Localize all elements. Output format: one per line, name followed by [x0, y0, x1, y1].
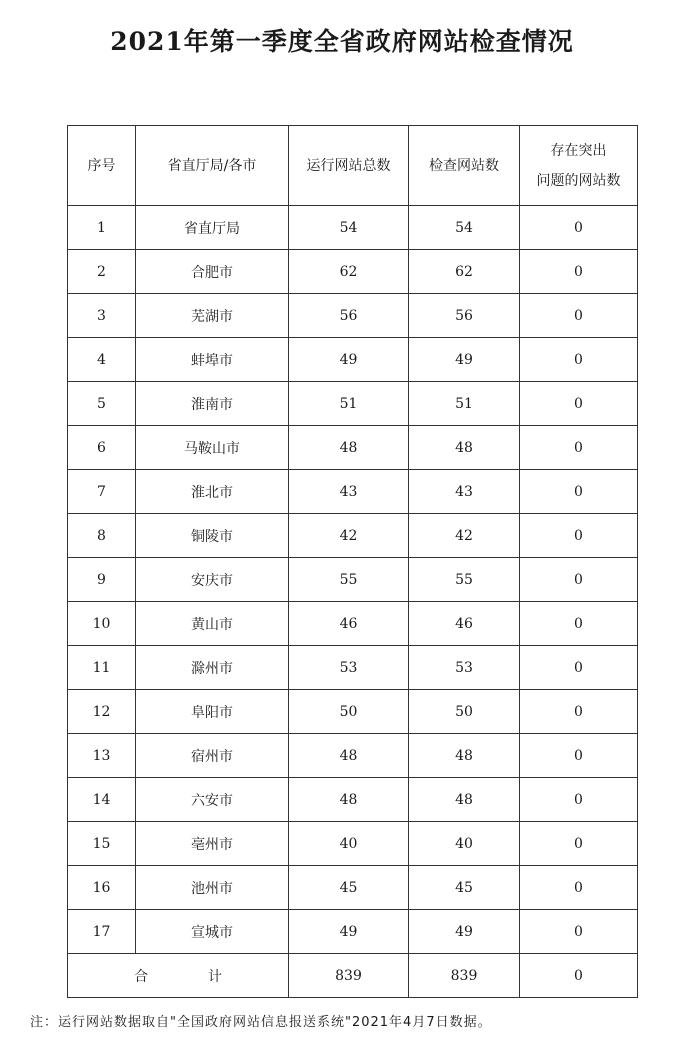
cell-problem: 0: [520, 470, 638, 514]
cell-seq: 8: [68, 514, 136, 558]
table-row: [68, 602, 638, 646]
cell-problem: 0: [520, 910, 638, 954]
table-row: [68, 338, 638, 382]
inspection-table: [67, 125, 638, 998]
header-unit: 省直厅局/各市: [136, 126, 289, 206]
cell-checked: 62: [409, 250, 520, 294]
cell-checked: 45: [409, 866, 520, 910]
table-row: [68, 866, 638, 910]
cell-unit: 安庆市: [136, 558, 289, 602]
cell-seq: 2: [68, 250, 136, 294]
cell-unit: 宣城市: [136, 910, 289, 954]
cell-seq: 17: [68, 910, 136, 954]
cell-checked: 43: [409, 470, 520, 514]
cell-unit: 芜湖市: [136, 294, 289, 338]
cell-problem: 0: [520, 514, 638, 558]
cell-unit: 铜陵市: [136, 514, 289, 558]
table-row: [68, 382, 638, 426]
cell-running: 53: [289, 646, 409, 690]
cell-problem: 0: [520, 250, 638, 294]
total-label: [68, 954, 289, 998]
cell-unit: 省直厅局: [136, 206, 289, 250]
cell-running: 48: [289, 426, 409, 470]
cell-checked: 53: [409, 646, 520, 690]
cell-checked: 48: [409, 734, 520, 778]
table-row: [68, 294, 638, 338]
cell-problem: 0: [520, 558, 638, 602]
table-row: [68, 250, 638, 294]
cell-unit: 黄山市: [136, 602, 289, 646]
cell-seq: 12: [68, 690, 136, 734]
total-row: [68, 954, 638, 998]
cell-running: 43: [289, 470, 409, 514]
total-running: 839: [289, 954, 409, 998]
table-row: [68, 426, 638, 470]
table-row: [68, 206, 638, 250]
cell-checked: 49: [409, 910, 520, 954]
table-row: [68, 646, 638, 690]
total-label-ji: 计: [208, 968, 222, 985]
page-title: 2021年第一季度全省政府网站检查情况: [110, 27, 574, 56]
table-row: [68, 470, 638, 514]
header-seq: 序号: [68, 126, 136, 206]
table-row: [68, 558, 638, 602]
cell-checked: 56: [409, 294, 520, 338]
cell-seq: 6: [68, 426, 136, 470]
cell-seq: 10: [68, 602, 136, 646]
cell-problem: 0: [520, 294, 638, 338]
cell-checked: 50: [409, 690, 520, 734]
cell-unit: 六安市: [136, 778, 289, 822]
cell-seq: 13: [68, 734, 136, 778]
cell-unit: 亳州市: [136, 822, 289, 866]
cell-seq: 1: [68, 206, 136, 250]
cell-unit: 阜阳市: [136, 690, 289, 734]
table-row: [68, 778, 638, 822]
cell-seq: 14: [68, 778, 136, 822]
cell-problem: 0: [520, 778, 638, 822]
cell-seq: 9: [68, 558, 136, 602]
cell-unit: 马鞍山市: [136, 426, 289, 470]
cell-running: 49: [289, 338, 409, 382]
cell-running: 40: [289, 822, 409, 866]
cell-seq: 5: [68, 382, 136, 426]
total-checked: 839: [409, 954, 520, 998]
cell-checked: 48: [409, 426, 520, 470]
total-label-he: 合: [134, 968, 148, 985]
header-running: 运行网站总数: [289, 126, 409, 206]
table-row: [68, 514, 638, 558]
cell-seq: 3: [68, 294, 136, 338]
cell-unit: 淮南市: [136, 382, 289, 426]
cell-problem: 0: [520, 426, 638, 470]
cell-checked: 46: [409, 602, 520, 646]
cell-checked: 54: [409, 206, 520, 250]
cell-running: 45: [289, 866, 409, 910]
cell-problem: 0: [520, 382, 638, 426]
cell-problem: 0: [520, 646, 638, 690]
cell-running: 48: [289, 778, 409, 822]
cell-checked: 55: [409, 558, 520, 602]
cell-running: 50: [289, 690, 409, 734]
cell-checked: 40: [409, 822, 520, 866]
cell-unit: 宿州市: [136, 734, 289, 778]
cell-unit: 滁州市: [136, 646, 289, 690]
cell-running: 62: [289, 250, 409, 294]
cell-seq: 11: [68, 646, 136, 690]
cell-unit: 池州市: [136, 866, 289, 910]
cell-seq: 15: [68, 822, 136, 866]
cell-problem: 0: [520, 822, 638, 866]
table-row: [68, 734, 638, 778]
cell-unit: 合肥市: [136, 250, 289, 294]
total-problem: 0: [520, 954, 638, 998]
table-row: [68, 910, 638, 954]
cell-running: 46: [289, 602, 409, 646]
cell-seq: 7: [68, 470, 136, 514]
cell-running: 56: [289, 294, 409, 338]
cell-problem: 0: [520, 866, 638, 910]
cell-problem: 0: [520, 206, 638, 250]
cell-problem: 0: [520, 602, 638, 646]
cell-unit: 蚌埠市: [136, 338, 289, 382]
cell-running: 49: [289, 910, 409, 954]
header-checked: 检查网站数: [409, 126, 520, 206]
cell-running: 42: [289, 514, 409, 558]
cell-problem: 0: [520, 734, 638, 778]
cell-checked: 48: [409, 778, 520, 822]
table-row: [68, 690, 638, 734]
cell-checked: 49: [409, 338, 520, 382]
header-problem-line2: 问题的网站数: [536, 172, 621, 189]
header-problem-line1: 存在突出: [550, 142, 607, 159]
header-problem: [520, 126, 638, 206]
cell-checked: 42: [409, 514, 520, 558]
cell-problem: 0: [520, 690, 638, 734]
cell-seq: 16: [68, 866, 136, 910]
cell-running: 51: [289, 382, 409, 426]
cell-unit: 淮北市: [136, 470, 289, 514]
cell-seq: 4: [68, 338, 136, 382]
footnote: 注：运行网站数据取自"全国政府网站信息报送系统"2021年4月7日数据。: [30, 1015, 492, 1030]
cell-checked: 51: [409, 382, 520, 426]
table-row: [68, 822, 638, 866]
cell-running: 54: [289, 206, 409, 250]
header-row: [68, 126, 638, 206]
cell-problem: 0: [520, 338, 638, 382]
cell-running: 55: [289, 558, 409, 602]
cell-running: 48: [289, 734, 409, 778]
